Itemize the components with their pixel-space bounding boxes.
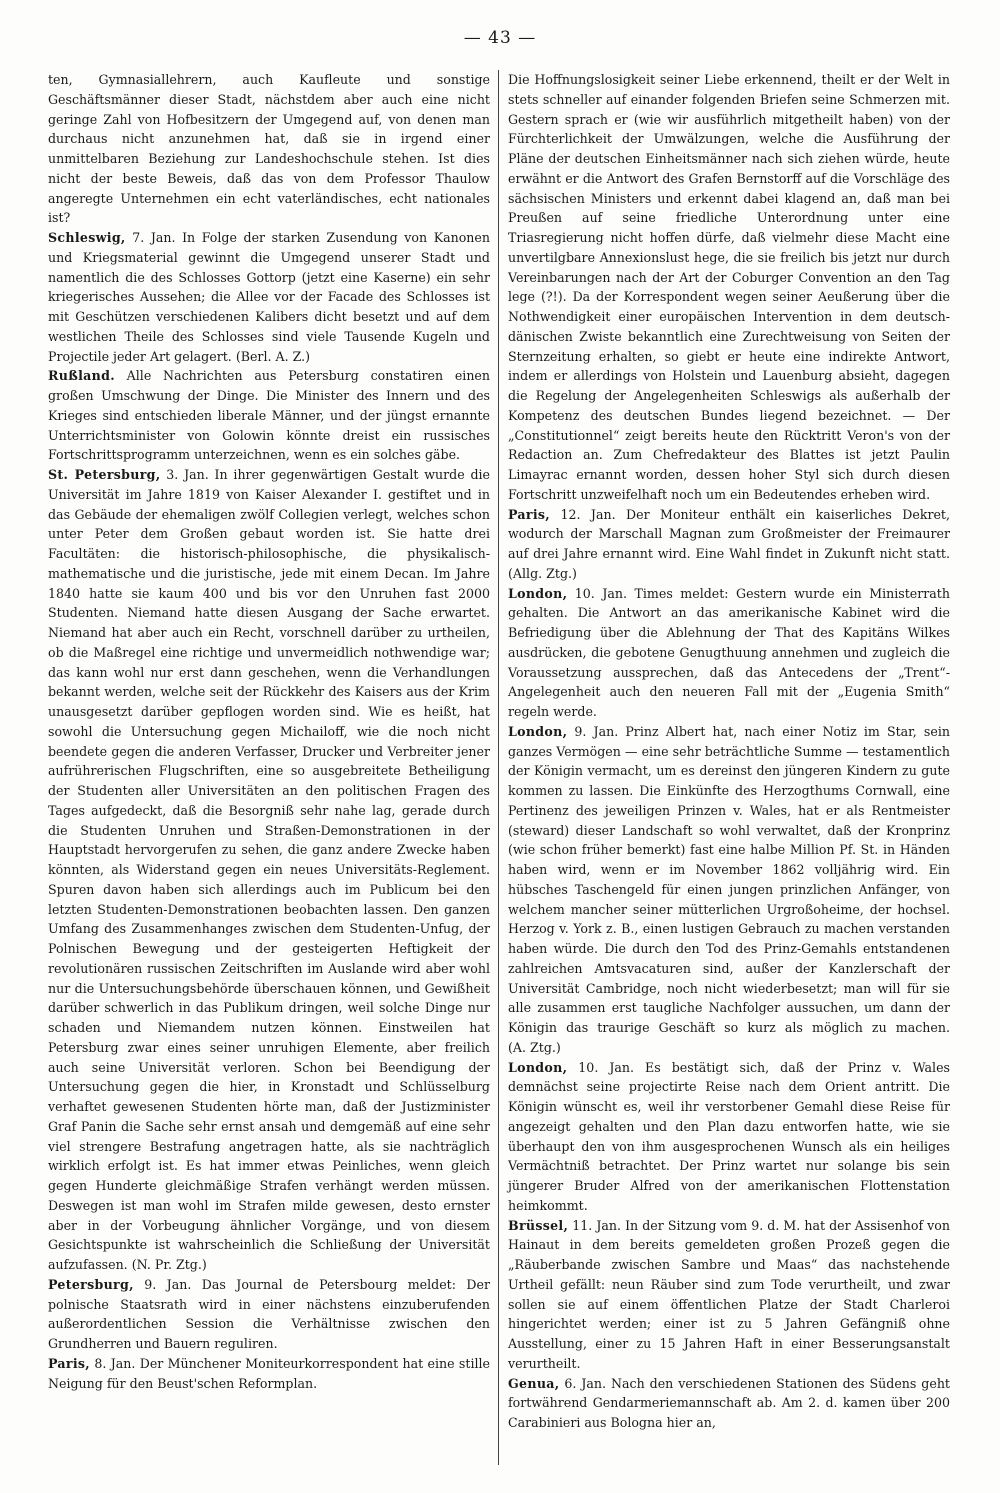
- article-text: 12. Jan. Der Moniteur enthält ein kaiserliches Dekret, wodurch der Marschall Magnan zum Großmeister der Freimaurer auf drei Jahre ernannt wird. Eine Wahl findet in Zukunft nicht statt.: [508, 506, 950, 561]
- article-text: 8. Jan. Der Münchener Moniteurkorrespondent hat eine stille Neigung für den Beust'schen Reformplan.: [48, 1355, 490, 1391]
- article-left-2: [48, 366, 490, 465]
- article-text: 10. Jan. Es bestätigt sich, daß der Prinz v. Wales demnächst seine projectirte Reise nach dem Orient antritt. Die Königin wünscht es, weil ihr verstorbener Gemahl diese Reise für angezeigt gehalten und den Plan dazu entworfen hatte, wie sie überhaupt den von ihm ausgesprochenen Wunsch als ein heiliges Vermächtniß betrachtet. Der Prinz wartet nur solange bis sein jüngerer Bruder Alfred von der amerikanischen Flottenstation heimkommt.: [508, 1059, 950, 1213]
- dateline-head: Genua,: [508, 1375, 560, 1391]
- dateline-head: Petersburg,: [48, 1276, 134, 1292]
- dateline-head: London,: [508, 723, 568, 739]
- source-citation: (Berl. A. Z.): [235, 348, 311, 364]
- article-text: 6. Jan. Nach den verschiedenen Stationen des Südens geht fortwährend Gendarmeriemannschaft ab. Am 2. d. kamen über 200 Carabinieri aus Bologna hier an,: [508, 1375, 950, 1430]
- dateline-head: Brüssel,: [508, 1217, 569, 1233]
- dateline-head: London,: [508, 585, 568, 601]
- article-text: 11. Jan. In der Sitzung vom 9. d. M. hat der Assisenhof von Hainaut in dem bereits gemeldeten großen Prozeß gegen die „Räuberbande zwischen Sambre und Maas“ das nachstehende Urtheil gefällt: neun Räuber sind zum Tode verurtheilt, und zwar sollen sie auf einem öffentlichen Platze der Stadt Charleroi hingerichtet werden; einer ist zu 5 Jahren Gefängniß ohne Ausstellung, einer zu 15 Jahren Haft in einer Besserungsanstalt verurtheilt.: [508, 1217, 950, 1371]
- dateline-head: Paris,: [508, 506, 550, 522]
- dateline-head: St. Petersburg,: [48, 467, 161, 482]
- article-text: 10. Jan. Times meldet: Gestern wurde ein Ministerrath gehalten. Die Antwort an das amerikanische Kabinet wird die Befriedigung über die Ablehnung der That des Kapitäns Wilkes ausdrücken, die gebotene Genugthuung annehmen und zugleich die Voraussetzung aussprechen, daß das Antecedens der „Trent“-Angelegenheit auch den neueren Fall mit der „Eugenia Smith“ regeln werde.: [508, 585, 950, 719]
- article-right-4: [508, 1058, 950, 1216]
- article-right-2: [508, 584, 950, 722]
- article-left-0: [48, 70, 490, 228]
- article-right-1: [508, 505, 950, 584]
- left-column: [48, 70, 490, 1393]
- column-divider: [498, 70, 499, 1465]
- article-right-6: [508, 1374, 950, 1433]
- source-citation: (A. Ztg.): [508, 1039, 561, 1055]
- page-number: — 43 —: [463, 28, 537, 48]
- article-text: 3. Jan. In ihrer gegenwärtigen Gestalt wurde die Universität im Jahre 1819 von Kaiser Alexander I. gestiftet und in das Gebäude der ehemaligen zwölf Collegien verlegt, welches schon unter Peter dem Großen gebaut worden ist. Sie hatte drei Facultäten: die historisch-philosophische, die physikalisch-mathematische und die juristische, jede mit einem Decan. Im Jahre 1840 hatte sie kaum 400 und bis vor den Unruhen fast 2000 Studenten. Niemand hatte diesen Ausgang der Sache erwartet. Niemand hat aber auch ein Recht, vorschnell darüber zu urtheilen, ob die Maßregel eine richtige und unvermeidlich nothwendige war; das kann wohl nur erst dann geschehen, wenn die Verhandlungen bekannt werden, welche seit der Rückkehr des Kaisers aus der Krim unausgesetzt darüber gepflogen worden sind. Wie es heißt, hat sowohl die Untersuchung gegen Michailoff, wie die noch nicht beendete gegen die anderen Verfasser, Drucker und Verbreiter jener aufrührerischen Flugschriften, eine so ausgebreitete Betheiligung der Studenten aller Universitäten an den politischen Fragen des Tages aufgedeckt, daß die Besorgniß sehr nahe lag, gerade durch die Studenten Unruhen und Straßen-Demonstrationen in der Hauptstadt hervorgerufen zu sehen, die ganz andere Zwecke haben könnten, als Widerstand gegen ein neues Universitäts-Reglement. Spuren davon haben sich allerdings auch im Publicum bei den letzten Studenten-Demonstrationen beobachten lassen. Den ganzen Umfang des Zusammenhanges zwischen dem Studenten-Unfug, der Polnischen Bewegung und der gesteigerten Heftigkeit der revolutionären russischen Zeitschriften im Auslande wird aber wohl nur die Untersuchungsbehörde überschauen können, und Gewißheit darüber schwerlich in das Publikum dringen, weil solche Dinge nur schaden und Niemandem nutzen können. Einstweilen hat Petersburg zwar eines seiner unruhigen Elemente, aber freilich auch seine Universität verloren. Schon bei Beendigung der Untersuchung gegen die hier, in Kronstadt und Schlüsselburg verhaftet gewesenen Studenten hörte man, daß der Justizminister Graf Panin die Sache sehr ernst ansah und demgemäß auf eine sehr viel strengere Bestrafung angetragen hatte, als sie nachträglich wirklich erfolgt ist. Es hat immer etwas Peinliches, wenn gleich gegen Hunderte gleichmäßige Strafen verhängt werden müssen. Deswegen ist man wohl im Strafen milde gewesen, desto ernster aber in der Vorbeugung ähnlicher Vorgänge, und von diesem Gesichtspunkte ist wahrscheinlich die Schließung der Universität aufzufassen.: [48, 467, 490, 1272]
- article-right-0: [508, 70, 950, 505]
- right-column: [508, 70, 950, 1433]
- article-left-4: [48, 1275, 490, 1354]
- article-left-5: [48, 1354, 490, 1394]
- article-text: 7. Jan. In Folge der starken Zusendung von Kanonen und Kriegsmaterial gewinnt die Umgegend unserer Stadt und namentlich die des Schlosses Gottorp (jetzt eine Kaserne) ein sehr kriegerisches Aussehen; die Allee vor der Facade des Schlosses ist mit Geschützen verschiedenen Kalibers dicht besetzt und auf dem westlichen Theile des Schlosses sind viele Tausende Kugeln und Projectile jeder Art gelagert.: [48, 230, 490, 364]
- article-left-1: [48, 228, 490, 366]
- article-text: 9. Jan. Prinz Albert hat, nach einer Notiz im Star, sein ganzes Vermögen — eine sehr beträchtliche Summe — testamentlich der Königin vermacht, um es dereinst den jüngeren Kindern zu gute kommen zu lassen. Die Einkünfte des Herzogthums Cornwall, eine Pertinenz des jeweiligen Prinzen v. Wales, hat er als Rentmeister (steward) dieser Landschaft so wohl verwaltet, daß der Kronprinz (wie schon früher bemerkt) fast eine halbe Million Pf. St. in Händen haben wird, wenn er im November 1862 volljährig wird. Ein hübsches Taschengeld für einen jungen prinzlichen Anfänger, von welchem mancher seiner mütterlichen Urgroßoheime, der hochsel. Herzog v. York z. B., einen lustigen Gebrauch zu machen verstanden haben würde. Die durch den Tod des Prinz-Gemahls entstandenen zahlreichen Amtsvacaturen sind, außer der Kanzlerschaft der Universität Cambridge, noch nicht wiederbesetzt; man will für sie alle zusammen erst taugliche Nachfolger aussuchen, um dann der Königin das traurige Geschäft so kurz als möglich zu machen.: [508, 723, 950, 1035]
- article-text: ten, Gymnasiallehrern, auch Kaufleute und sonstige Geschäftsmänner dieser Stadt, nächstdem aber auch eine nicht geringe Zahl von Hofbesitzern der Umgegend auf, von denen man durchaus nicht anzunehmen hat, daß sie in irgend einer unmittelbaren Beziehung zur Landeshochschule stehen. Ist dies nicht der beste Beweis, daß das von dem Professor Thaulow angeregte Unternehmen ein echt vaterländisches, echt nationales ist?: [48, 72, 490, 226]
- article-left-3: [48, 465, 490, 1275]
- dateline-head: Paris,: [48, 1355, 90, 1371]
- dateline-head: Schleswig,: [48, 230, 126, 245]
- article-text: Alle Nachrichten aus Petersburg constatiren einen großen Umschwung der Dinge. Die Minister des Innern und des Krieges sind entschieden liberale Männer, und der jüngst ernannte Unterrichtsminister von Golowin könnte dreist ein russisches Fortschrittsprogramm unterzeichnen, wenn es ein solches gäbe.: [48, 368, 490, 463]
- source-citation: (Allg. Ztg.): [508, 565, 577, 581]
- article-text: 9. Jan. Das Journal de Petersbourg meldet: Der polnische Staatsrath wird in einer nächstens einzuberufenden außerordentlichen Session die Verhältnisse zwischen den Grundherren und Bauern reguliren.: [48, 1276, 490, 1351]
- dateline-head: London,: [508, 1059, 568, 1075]
- article-right-3: [508, 722, 950, 1058]
- article-right-5: [508, 1216, 950, 1374]
- dateline-head: Rußland.: [48, 368, 115, 384]
- article-text: Die Hoffnungslosigkeit seiner Liebe erkennend, theilt er der Welt in stets schneller auf einander folgenden Briefen seine Schmerzen mit. Gestern sprach er (wie wir ausführlich mitgetheilt haben) von der Fürchterlichkeit der Umwälzungen, welche die Ausführung der Pläne der deutschen Einheitsmänner nach sich ziehen würde, heute erwähnt er die Antwort des Grafen Bernstorff auf die Vorschläge des sächsischen Ministers und erkennt dabei klagend an, daß man bei Preußen auf seine friedliche Unterordnung unter eine Triasregierung nicht hoffen dürfe, daß vielmehr diese Macht eine unvertilgbare Annexionslust hege, die sie freilich bis jetzt nur durch Vereinbarungen nach der Art der Coburger Convention an den Tag lege (?!). Da der Korrespondent wegen seiner Aeußerung über die Nothwendigkeit einer europäischen Intervention in dem deutsch-dänischen Zwiste bekanntlich eine Zurechtweisung von Seiten der Sternzeitung erhalten, so giebt er heute eine indirekte Antwort, indem er allerdings von Holstein und Lauenburg absieht, dagegen die Regelung der Angelegenheiten Schleswigs als außerhalb der Kompetenz des deutschen Bundes liegend bezeichnet. — Der „Constitutionnel“ zeigt bereits heute den Rücktritt Veron's von der Redaction an. Zum Chefredakteur des Blattes ist jetzt Paulin Limayrac ernannt worden, dessen hoher Styl sich durch diesen Fortschritt unzweifelhaft noch um ein Bedeutendes erheben wird.: [508, 72, 950, 502]
- source-citation: (N. Pr. Ztg.): [131, 1257, 207, 1272]
